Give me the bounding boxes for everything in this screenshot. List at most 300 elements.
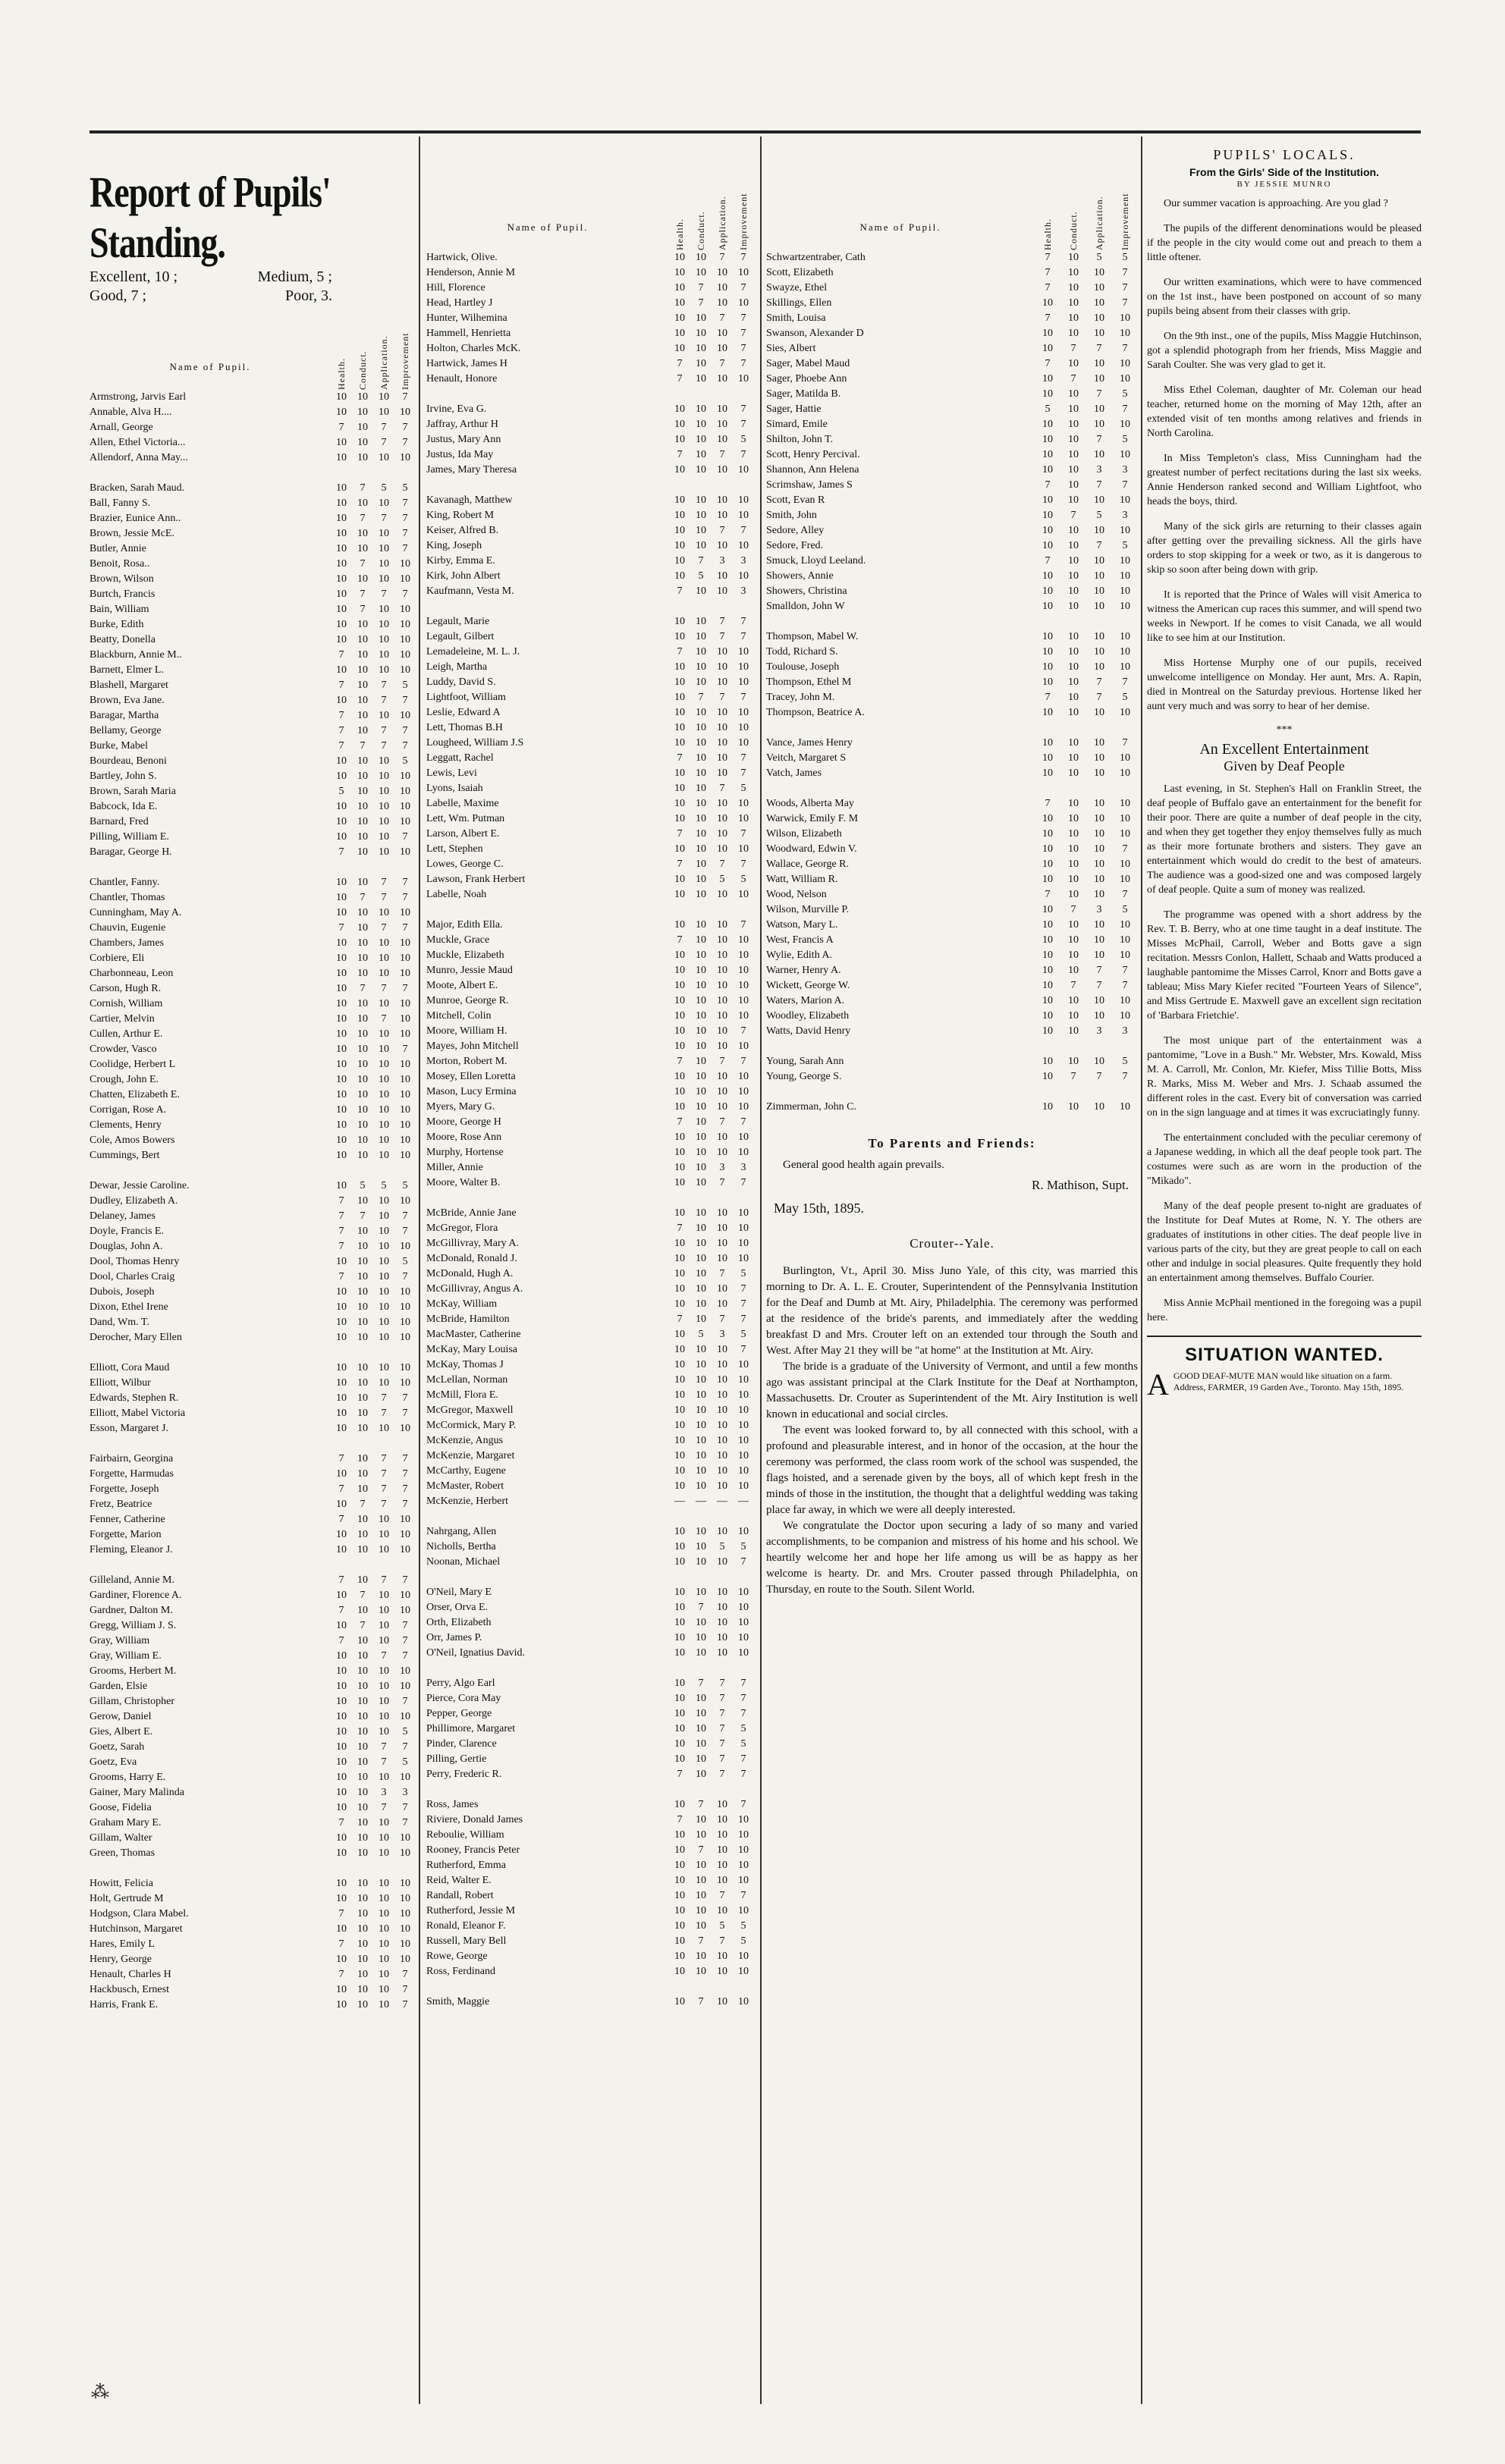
- locals-paragraph: In Miss Templeton's class, Miss Cunningham had the greatest number of perfect recitations during the last six weeks. Annie Henderson ranked second and William Lightfoot, who heads the boys, third.: [1147, 453, 1422, 507]
- score-cell: 10: [717, 1283, 727, 1295]
- pupil-name: Mitchell, Colin: [426, 1010, 492, 1022]
- section-divider-stars: ***: [1276, 724, 1293, 736]
- table-row: [766, 1100, 1138, 1115]
- score-cell: 5: [740, 1329, 746, 1340]
- score-cell: 3: [1096, 904, 1102, 915]
- score-cell: 3: [740, 585, 746, 597]
- score-cell: 10: [1042, 752, 1053, 764]
- table-row: [426, 978, 754, 993]
- entertainment-paragraph: The programme was opened with a short address by the Rev. T. B. Berry, who at one time taught in a deaf institute. The Misses McPhail, Carroll, Weber and Botts gave a sign recitation. Messrs Conlon, Hallett, Schaab and Watts produced a laughable pantomime the Misses Carrol, Knorr and Botts gave a tableau; Miss Mary Kiefer recited "Fourteen Years of Silence", and Miss Gertrude E. Maxwell gave an excellent sign recitation of 'Barbara Frietchie'.: [1147, 909, 1422, 1022]
- score-cell: 10: [1094, 889, 1104, 900]
- score-cell: 10: [336, 1104, 347, 1116]
- pupil-name: Bartley, John S.: [90, 771, 157, 782]
- score-cell: 7: [1096, 980, 1102, 991]
- score-cell: 10: [738, 1465, 749, 1477]
- table-row: [90, 450, 416, 466]
- table-row: [426, 538, 754, 554]
- score-cell: 10: [357, 1241, 368, 1252]
- score-cell: 10: [357, 1119, 368, 1131]
- score-cell: 5: [1122, 388, 1128, 400]
- group-spacer: [426, 1661, 754, 1676]
- score-cell: 10: [717, 1602, 727, 1613]
- score-cell: 10: [379, 1332, 389, 1343]
- score-cell: 10: [336, 1787, 347, 1798]
- score-cell: 10: [357, 1468, 368, 1480]
- score-cell: 10: [717, 1041, 727, 1052]
- score-cell: 10: [674, 1132, 685, 1143]
- pupil-name: Sies, Albert: [766, 343, 816, 354]
- pupil-name: Young, Sarah Ann: [766, 1056, 844, 1067]
- pupil-name: Ross, James: [426, 1799, 479, 1810]
- score-cell: 10: [738, 267, 749, 278]
- score-cell: 7: [719, 1116, 725, 1128]
- score-cell: 7: [1096, 1071, 1102, 1082]
- score-cell: 7: [740, 312, 746, 324]
- score-cell: 10: [674, 1025, 685, 1037]
- score-cell: 10: [357, 1574, 368, 1586]
- pupil-name: Butler, Annie: [90, 543, 146, 554]
- score-cell: 10: [696, 252, 706, 263]
- score-cell: 10: [696, 874, 706, 885]
- group-spacer: [426, 1979, 754, 1995]
- pupil-name: Rutherford, Jessie M: [426, 1905, 516, 1916]
- table-row: [426, 1130, 754, 1145]
- score-cell: 10: [696, 403, 706, 415]
- score-cell: 10: [674, 555, 685, 567]
- score-cell: 7: [719, 449, 725, 460]
- table-row: [426, 265, 754, 281]
- score-cell: 10: [336, 482, 347, 494]
- score-cell: 5: [1122, 252, 1128, 263]
- score-cell: 7: [719, 1268, 725, 1279]
- pupil-name: Hammell, Henrietta: [426, 328, 511, 339]
- score-cell: 7: [381, 892, 387, 903]
- table-row: [766, 463, 1138, 478]
- pupil-name: Chambers, James: [90, 937, 164, 949]
- score-cell: 10: [717, 1556, 727, 1568]
- score-cell: 10: [674, 1890, 685, 1901]
- score-cell: 10: [1068, 934, 1079, 946]
- score-cell: 7: [381, 680, 387, 691]
- score-cell: 7: [740, 919, 746, 931]
- table-row: [90, 1497, 416, 1512]
- score-cell: 10: [379, 649, 389, 661]
- score-cell: 7: [740, 328, 746, 339]
- score-cell: 10: [696, 1177, 706, 1188]
- locals-paragraph: It is reported that the Prince of Wales will visit America to witness the American cup races this summer, and will spend two weeks in Newport. If he comes to visit Canada, we all would like to see him at our Institution.: [1147, 589, 1422, 644]
- table-row: [90, 1816, 416, 1831]
- table-row: [426, 341, 754, 356]
- score-cell: 10: [696, 1738, 706, 1750]
- table-row: [90, 769, 416, 784]
- score-cell: 10: [717, 373, 727, 385]
- score-cell: 10: [696, 1875, 706, 1886]
- pupil-name: Lewis, Levi: [426, 767, 477, 779]
- score-cell: 10: [717, 297, 727, 309]
- score-cell: 7: [402, 1802, 408, 1813]
- score-cell: 7: [402, 1741, 408, 1753]
- score-cell: 7: [338, 1938, 344, 1950]
- score-cell: 10: [738, 1905, 749, 1916]
- column-header-label: Conduct.: [696, 211, 706, 250]
- score-cell: 10: [379, 1089, 389, 1100]
- score-cell: 10: [336, 543, 347, 554]
- parents-text: General good health again prevails.: [783, 1159, 944, 1171]
- score-cell: 10: [400, 846, 410, 858]
- table-row: [426, 1706, 754, 1722]
- score-cell: 10: [357, 1847, 368, 1859]
- score-cell: 10: [696, 1147, 706, 1158]
- score-cell: 10: [1094, 358, 1104, 369]
- score-cell: 10: [717, 646, 727, 658]
- score-cell: 10: [738, 1405, 749, 1416]
- table-row: [426, 1646, 754, 1661]
- score-cell: 10: [336, 1665, 347, 1677]
- score-cell: 10: [336, 1377, 347, 1389]
- group-spacer: [426, 1509, 754, 1524]
- score-cell: 7: [719, 692, 725, 703]
- score-cell: 10: [400, 573, 410, 585]
- score-cell: 10: [336, 1180, 347, 1191]
- table-row: [766, 1009, 1138, 1024]
- score-cell: 10: [1094, 843, 1104, 855]
- pupil-name: Goetz, Sarah: [90, 1741, 145, 1753]
- score-cell: 7: [1096, 692, 1102, 703]
- group-spacer: [426, 387, 754, 402]
- score-cell: 7: [1122, 403, 1128, 415]
- score-cell: 10: [357, 1726, 368, 1737]
- score-cell: 7: [1096, 479, 1102, 491]
- score-cell: 10: [717, 1632, 727, 1643]
- pupil-name: Cullen, Arthur E.: [90, 1028, 163, 1040]
- score-cell: 10: [674, 1177, 685, 1188]
- table-row: [426, 629, 754, 645]
- table-row: [90, 1755, 416, 1770]
- score-cell: 10: [357, 437, 368, 448]
- table-row: [90, 1239, 416, 1254]
- score-cell: 7: [1096, 434, 1102, 445]
- score-cell: 10: [1120, 919, 1130, 931]
- score-cell: 7: [719, 1708, 725, 1719]
- score-cell: 10: [1120, 752, 1130, 764]
- score-cell: 10: [336, 1044, 347, 1055]
- score-cell: 7: [1070, 1071, 1076, 1082]
- report-date: May 15th, 1895.: [774, 1201, 864, 1216]
- score-cell: 10: [357, 1756, 368, 1768]
- pupil-name: Hartwick, James H: [426, 358, 507, 369]
- pupil-name: Mayes, John Mitchell: [426, 1041, 519, 1052]
- pupil-name: Showers, Annie: [766, 570, 834, 582]
- score-cell: 10: [400, 998, 410, 1009]
- score-cell: 10: [1120, 707, 1130, 718]
- table-row: [90, 1694, 416, 1709]
- score-cell: 10: [696, 889, 706, 900]
- score-cell: 10: [674, 1753, 685, 1765]
- score-cell: 10: [1094, 828, 1104, 840]
- score-cell: 7: [740, 1056, 746, 1067]
- score-cell: 10: [400, 634, 410, 645]
- score-cell: 10: [357, 786, 368, 797]
- table-row: [426, 1524, 754, 1540]
- score-cell: 10: [379, 1999, 389, 2010]
- score-cell: 10: [1120, 555, 1130, 567]
- score-cell: 10: [696, 1389, 706, 1401]
- score-cell: 7: [402, 1999, 408, 2010]
- score-cell: 10: [1094, 449, 1104, 460]
- table-row: [766, 675, 1138, 690]
- score-cell: 10: [379, 1044, 389, 1055]
- column-header-label: Health.: [674, 218, 685, 250]
- score-cell: 10: [336, 1119, 347, 1131]
- score-cell: 10: [696, 1465, 706, 1477]
- score-cell: 7: [402, 725, 408, 736]
- score-cell: 7: [402, 528, 408, 539]
- score-cell: 3: [1122, 1025, 1128, 1037]
- spacer-cell: [426, 1570, 754, 1585]
- score-cell: 10: [379, 1271, 389, 1282]
- parents-heading: To Parents and Friends:: [868, 1136, 1036, 1150]
- score-cell: 10: [696, 1617, 706, 1628]
- score-cell: 10: [1068, 479, 1079, 491]
- score-cell: 10: [738, 1829, 749, 1841]
- score-cell: 7: [360, 740, 366, 752]
- score-cell: 10: [336, 1954, 347, 1965]
- score-cell: 7: [402, 892, 408, 903]
- score-cell: 7: [338, 846, 344, 858]
- score-cell: 7: [719, 1738, 725, 1750]
- score-cell: 3: [1096, 464, 1102, 476]
- table-row: [90, 632, 416, 648]
- score-cell: 7: [677, 358, 683, 369]
- score-cell: 5: [402, 1180, 408, 1191]
- score-cell: 10: [336, 1317, 347, 1328]
- score-cell: 10: [1094, 1056, 1104, 1067]
- pupil-name: Pilling, Gertie: [426, 1753, 487, 1765]
- pupil-name: Showers, Christina: [766, 585, 847, 597]
- pupil-name: McKenzie, Margaret: [426, 1450, 515, 1461]
- table-row: [426, 1100, 754, 1115]
- table-row: [90, 784, 416, 799]
- score-cell: 10: [696, 980, 706, 991]
- score-cell: 10: [357, 1635, 368, 1646]
- pupil-name: Orth, Elizabeth: [426, 1617, 492, 1628]
- score-cell: 7: [402, 1468, 408, 1480]
- score-cell: 10: [336, 1362, 347, 1373]
- pupil-name: Lemadeleine, M. L. J.: [426, 646, 520, 658]
- score-cell: 7: [360, 513, 366, 524]
- score-cell: 10: [674, 843, 685, 855]
- score-cell: 10: [696, 312, 706, 324]
- score-cell: 10: [400, 1665, 410, 1677]
- column-rule: [419, 137, 420, 2404]
- score-cell: 7: [338, 1574, 344, 1586]
- score-cell: 10: [674, 1480, 685, 1492]
- group-spacer: [766, 720, 1138, 736]
- score-cell: 10: [357, 1923, 368, 1935]
- pupil-name: Kirk, John Albert: [426, 570, 501, 582]
- score-cell: 10: [400, 907, 410, 918]
- score-cell: 10: [696, 1480, 706, 1492]
- pupil-name: Thompson, Beatrice A.: [766, 707, 865, 718]
- score-cell: 7: [677, 585, 683, 597]
- score-cell: 10: [717, 843, 727, 855]
- score-cell: 10: [717, 328, 727, 339]
- score-cell: 10: [357, 998, 368, 1009]
- score-cell: 7: [1070, 343, 1076, 354]
- score-cell: 7: [740, 403, 746, 415]
- pupil-name: Burke, Edith: [90, 619, 144, 630]
- pupil-name: Wickett, George W.: [766, 980, 850, 991]
- score-cell: 7: [1122, 843, 1128, 855]
- score-cell: 7: [719, 858, 725, 870]
- pupil-name: McKay, William: [426, 1298, 498, 1310]
- spacer-cell: [426, 599, 754, 614]
- score-cell: 10: [1094, 752, 1104, 764]
- table-row: [426, 751, 754, 766]
- score-cell: 10: [357, 1271, 368, 1282]
- score-cell: 10: [1042, 995, 1053, 1006]
- score-cell: 7: [1096, 965, 1102, 976]
- table-row: [766, 827, 1138, 842]
- score-cell: 10: [738, 1526, 749, 1537]
- score-cell: 10: [400, 1074, 410, 1085]
- pupil-name: Lawson, Frank Herbert: [426, 874, 526, 885]
- score-cell: 10: [674, 1920, 685, 1932]
- score-cell: 10: [717, 1405, 727, 1416]
- score-cell: 7: [338, 1908, 344, 1919]
- table-row: [90, 1224, 416, 1239]
- score-cell: 10: [357, 619, 368, 630]
- score-cell: 10: [336, 452, 347, 463]
- pupil-name: Henry, George: [90, 1954, 152, 1965]
- score-cell: —: [674, 1496, 685, 1507]
- score-cell: 10: [717, 1875, 727, 1886]
- pupil-name: Perry, Algo Earl: [426, 1678, 495, 1689]
- score-cell: 10: [379, 1772, 389, 1783]
- score-cell: 10: [674, 282, 685, 293]
- score-cell: 7: [1070, 980, 1076, 991]
- score-cell: 7: [402, 543, 408, 554]
- score-cell: 10: [400, 1772, 410, 1783]
- score-cell: 10: [400, 1605, 410, 1616]
- score-cell: 10: [674, 1405, 685, 1416]
- score-cell: 10: [357, 422, 368, 433]
- score-cell: 10: [717, 1450, 727, 1461]
- score-cell: 7: [1122, 1071, 1128, 1082]
- score-cell: 10: [674, 1541, 685, 1552]
- score-cell: 10: [1068, 434, 1079, 445]
- score-cell: 10: [1094, 737, 1104, 749]
- score-cell: 10: [674, 570, 685, 582]
- score-cell: 10: [696, 1647, 706, 1659]
- pupil-name: Kavanagh, Matthew: [426, 494, 513, 506]
- score-cell: 7: [740, 1314, 746, 1325]
- group-spacer: [90, 1558, 416, 1573]
- score-cell: 10: [379, 452, 389, 463]
- score-cell: 10: [738, 1602, 749, 1613]
- score-cell: 10: [1068, 388, 1079, 400]
- score-cell: 10: [357, 1802, 368, 1813]
- score-cell: 10: [336, 1286, 347, 1298]
- table-row: [426, 432, 754, 447]
- pupil-name: Lougheed, William J.S: [426, 737, 524, 749]
- score-cell: 10: [336, 1772, 347, 1783]
- score-cell: 10: [696, 919, 706, 931]
- score-cell: 10: [1068, 889, 1079, 900]
- score-cell: 10: [336, 1301, 347, 1313]
- score-cell: 10: [336, 1028, 347, 1040]
- table-row: [766, 281, 1138, 296]
- score-cell: 10: [674, 1268, 685, 1279]
- score-cell: 10: [336, 437, 347, 448]
- score-cell: 10: [357, 1711, 368, 1722]
- table-row: [426, 1813, 754, 1828]
- table-row: [90, 1618, 416, 1634]
- score-cell: 7: [740, 419, 746, 430]
- score-cell: 10: [400, 1423, 410, 1434]
- score-cell: 10: [357, 649, 368, 661]
- pupil-name: Fleming, Eleanor J.: [90, 1544, 173, 1555]
- drop-cap: A: [1147, 1367, 1169, 1401]
- pupil-name: McCormick, Mary P.: [426, 1420, 517, 1431]
- score-cell: 10: [1120, 874, 1130, 885]
- pupil-name: Derocher, Mary Ellen: [90, 1332, 182, 1343]
- score-cell: 10: [717, 1238, 727, 1249]
- score-cell: 10: [738, 297, 749, 309]
- score-cell: 10: [1068, 525, 1079, 536]
- table-row: [90, 405, 416, 420]
- score-cell: 10: [1120, 312, 1130, 324]
- pupil-name: McCarthy, Eugene: [426, 1465, 506, 1477]
- score-cell: 10: [717, 1465, 727, 1477]
- score-cell: 10: [1042, 843, 1053, 855]
- score-cell: 10: [357, 1408, 368, 1419]
- score-cell: 7: [381, 422, 387, 433]
- table-row: [426, 402, 754, 417]
- pupil-name: Hill, Florence: [426, 282, 485, 293]
- situation-wanted-text: GOOD DEAF-MUTE MAN would like situation on a farm. Address, FARMER, 19 Garden Ave., Toronto. May 15th, 1895.: [1173, 1370, 1404, 1392]
- score-cell: 7: [740, 1753, 746, 1765]
- score-cell: 10: [674, 1966, 685, 1977]
- table-row: [766, 1069, 1138, 1084]
- score-cell: 10: [1042, 297, 1053, 309]
- column-header-health: [669, 137, 690, 250]
- score-cell: 10: [357, 406, 368, 418]
- score-cell: 10: [357, 1650, 368, 1662]
- table-row: [90, 1057, 416, 1072]
- score-cell: 10: [1068, 252, 1079, 263]
- score-cell: 7: [740, 343, 746, 354]
- table-row: [90, 1967, 416, 1982]
- score-cell: 10: [357, 1059, 368, 1070]
- table-row: [426, 1858, 754, 1873]
- score-cell: 10: [400, 1529, 410, 1540]
- score-cell: 10: [717, 570, 727, 582]
- situation-wanted-ad: [1147, 1367, 1422, 1401]
- pupil-name: Lett, Wm. Putman: [426, 813, 505, 824]
- article-paragraph: The event was looked forward to, by all connected with this school, with a profound and pleasurable interest, and in honor of the occasion, at the hour the ceremony was performed, the class room work of the school was suspended, the flags hoisted, and a serenade given by the boys, all of which kept fresh in the minds of those in the institution, the thought that a delightful wedding was taking place far away, in which we were all deeply interested.: [766, 1424, 1138, 1516]
- table-row: [426, 1206, 754, 1221]
- score-cell: 10: [400, 1847, 410, 1859]
- score-cell: 10: [1094, 919, 1104, 931]
- score-cell: 7: [360, 983, 366, 994]
- table-row: [426, 296, 754, 311]
- score-cell: 5: [1122, 904, 1128, 915]
- pupil-name: McMaster, Robert: [426, 1480, 504, 1492]
- score-cell: 10: [379, 1590, 389, 1601]
- score-cell: 7: [719, 616, 725, 627]
- score-cell: 10: [1094, 585, 1104, 597]
